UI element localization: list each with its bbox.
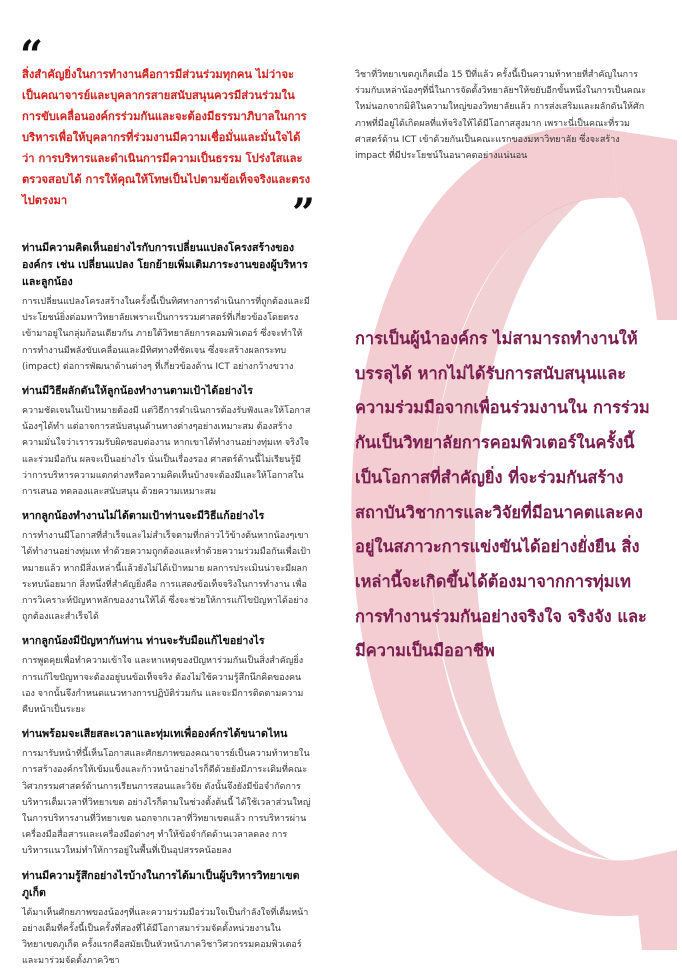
question-6: ท่านมีความรู้สึกอย่างไรบ้างในการได้มาเป็นผู้บริหารวิทยาเขตภูเก็ต (22, 869, 300, 899)
question-1: ท่านมีความคิดเห็นอย่างไรกับการเปลี่ยนแปลงโครงสร้างขององค์กร เช่น เปลี่ยนแปลง โยกย้ายเพิ่มเติมภาระงานของผู้บริหาร และลูกน้อง (22, 242, 308, 288)
question-4: หากลูกน้องมีปัญหากันท่าน ท่านจะรับมือแก้ไขอย่างไร (22, 635, 265, 648)
callout-statement: การเป็นผู้นำองค์กร ไม่สามารถทำงานให้บรรลุได้ หากไม่ได้รับการสนับสนุนและความร่วมมือจากเพื่อนร่วมงานใน การร่วมกันเป็นวิทยาลัยการคอมพิวเตอร์ในครั้งนี้ เป็นโอกาสที่สำคัญยิ่ง ที่จะร่วมกันสร้างสถาบันวิชาการและวิจัยที่มีอนาคตและคงอยู่ในสภาวะการแข่งขันได้อย่างยั่งยืน สิ่งเหล่านี้จะเกิดขึ้นได้ต้องมาจากการทุ่มเทการทำงานร่วมกันอย่างจริงใจ จริงจัง และมีความเป็นมืออาชีพ (355, 329, 650, 661)
answer-4: การพูดคุยเพื่อทำความเข้าใจ และหาเหตุของปัญหาร่วมกันเป็นสิ่งสำคัญยิ่ง การแก้ไขปัญหาจะต้องอยู่บนข้อเท็จจริง ต้องไม่ใช้ความรู้สึกนึกคิดของคนเอง จากนั้นจึงกำหนดแนวทางการปฏิบัติร่วมกัน และจะมีการติดตามความคืบหน้าเป็นระยะ (22, 656, 304, 716)
answer-5: การมารับหน้าที่นี้เห็นโอกาสและศักยภาพของคณาจารย์เป็นความท้าทายในการสร้างองค์กรให้เข้มแข็งและก้าวหน้าอย่างไรก็ดีด้วยยังมีภาระเดิมที่คณะวิศวกรรมศาสตร์ด้านการเรียนการสอนและวิจัย ดังนั้นจึงยังมีข้อจำกัดการบริหารเต็มเวลาที่วิทยาเขต อย่างไรก็ตามในช่วงตั้งต้นนี้ ได้ใช้เวลาส่วนใหญ่ในการบริหารงานที่วิทยาเขต นอกจากเวลาที่วิทยาเขตแล้ว การบริหารผ่านเครื่องมือสื่อสารและเครื่องมือต่างๆ ทำให้ข้อจำกัดด้านเวลาลดลง การบริหารแนวใหม่ทำให้การอยู่ในพื้นที่เป็นอุปสรรคน้อยลง (22, 749, 311, 857)
answer-2: ความชัดเจนในเป้าหมายต้องมี แต่วิธีการดำเนินการต้องรับฟังและให้โอกาสน้องๆได้ทำ แต่อาจการสนับสนุนด้านทางต่างๆอย่างเหมาะสม ต้องสร้างความมั่นใจว่าเรารวมรับผิดชอบต่องาน หากเขาได้ทำงานอย่างทุ่มเท จริงใจและร่วมมือกัน ผลจะเป็นอย่างไร นั่นเป็นเรื่องรอง ศาสตร์ด้านนี้ไม่เรียนรู้มีว่าการบริหารความแตกต่างหรือความคิดเห็นบ้างจะต้องมีและให้โอกาสในการเสนอ ทดลองและสนับสนุน ด้วยความเหมาะสม (22, 406, 311, 498)
answer-6-start: ได้มาเห็นศักยภาพของน้องๆที่และความร่วมมือร่วมใจเป็นกำลังใจที่เต็มหน้าอย่างเต็มที่ครั้งนี้เป็นครั้งที่สองที่ได้มีโอกาสมาร่วมจัดตั้งหน่วยงานในวิทยาเขตภูเก็ต ครั้งแรกคือสมัยเป็นหัวหน้าภาควิชาวิศวกรรมคอมพิวเตอร์ และมาร่วมจัดตั้งภาควิชา (22, 907, 309, 967)
answer-6-continuation: วิชาที่วิทยาเขตภูเก็ตเมื่อ 15 ปีที่แล้ว ครั้งนี้เป็นความท้าทายที่สำคัญในการร่วมกับเหล่าน้องๆที่นี่ในการจัดตั้งวิทยาลัยฯให้ขยับอีกขั้นหนึ่งในการเป็นคณะใหม่นอกจากมิติในความใหญ่ของวิทยาลัยแล้ว การส่งเสริมและผลักดันให้ศักภาพที่มีอยู่ได้เกิดผลที่แท้จริงให้ได้มีโอกาสสูงมาก เพราะนี่เป็นคณะที่รวมศาสตร์ด้าน ICT เข้าด้วยกันเป็นคณะแรกของมหาวิทยาลัย ซึ่งจะสร้าง impact ที่มีประโยชน์ในอนาคตอย่างแน่นอน (355, 70, 646, 162)
answer-1: การเปลี่ยนแปลงโครงสร้างในครั้งนี้เป็นทิศทางการดำเนินการที่ถูกต้องและมีประโยชน์ยิ่งต่อมหาวิทยาลัยเพราะเป็นการรวมศาสตร์ที่เกี่ยวข้องโดยตรงเข้ามาอยู่ในกลุ่มก้อนเดียวกัน ภายใต้วิทยาลัยการคอมพิวเตอร์ ซึ่งจะทำให้การทำงานมีพลังขับเคลื่อนและมีทิศทางที่ชัดเจน ซึ่งจะสร้างผลกระทบ (impact) ต่อการพัฒนาด้านต่างๆ ที่เกี่ยวข้องด้าน ICT อย่างกว้างขวาง (22, 297, 310, 372)
question-2: ท่านมีวิธีผลักดันให้ลูกน้องทำงานตามเป้าได้อย่างไร (22, 385, 253, 398)
pull-quote: สิ่งสำคัญยิ่งในการทำงานคือการมีส่วนร่วมทุกคน ไม่ว่าจะเป็นคณาจารย์และบุคลากรสายสนับสนุนควรมีส่วนร่วมในการขับเคลื่อนองค์กรร่วมกันและจะต้องมีธรรมาภิบาลในการบริหารเพื่อให้บุคลากรที่ร่วมงานมีความเชื่อมั่นและมั่นใจได้ว่า การบริหารและดำเนินการมีความเป็นธรรม โปร่งใสและตรวจสอบได้ การให้คุณให้โทษเป็นไปตามข้อเท็จจริงและตรงไปตรงมา (22, 68, 311, 207)
question-5: ท่านพร้อมจะเสียสละเวลาและทุ่มเทเพื่อองค์กรได้ขนาดไหน (22, 728, 288, 741)
answer-3: การทำงานมีโอกาสที่สำเร็จและไม่สำเร็จตามที่กล่าวไว้ข้างต้นหากน้องๆเขาได้ทำงานอย่างทุ่มเท ทำด้วยความถูกต้องและทำด้วยความร่วมมือกันเพื่อเป้าหมายแล้ว หากมีสิ่งเหล่านี้แล้วยังไม่ได้เป้าหมาย ผลการประเมินน่าจะมีผลกระทบน้อยมาก สิ่งหนึ่งที่สำคัญยิ่งคือ การแสดงข้อเท็จจริงในการทำงาน เพื่อการวิเคราะห์ปัญหาหลักของงานให้ได้ ซึ่งจะช่วยให้การแก้ไขปัญหาได้อย่างถูกต้องและสำเร็จได้ (22, 531, 311, 623)
open-quote-mark: “ (20, 32, 44, 79)
close-quote-mark: ” (292, 190, 316, 237)
interview-column (22, 232, 312, 978)
question-3: หากลูกน้องทำงานไม่ได้ตามเป้าท่านจะมีวิธีแก้อย่างไร (22, 510, 265, 523)
